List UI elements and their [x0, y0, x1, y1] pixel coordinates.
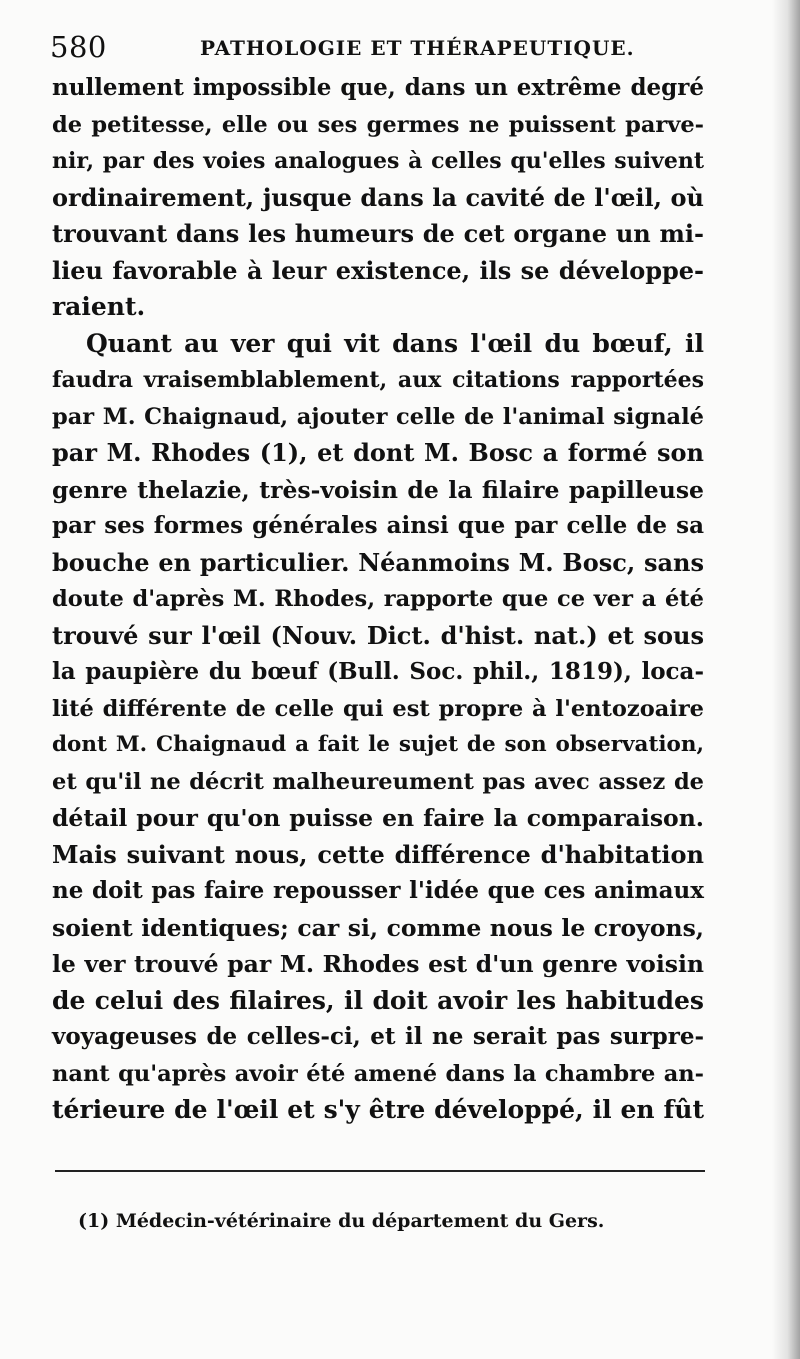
text-line: faudra vraisemblablement, aux citations rapportées — [52, 367, 704, 393]
text-line: lité différente de celle qui est propre à l'entozoaire — [52, 695, 704, 722]
body-text — [52, 70, 704, 1129]
text-line: nullement impossible que, dans un extrême degré — [52, 74, 704, 101]
text-line: térieure de l'œil et s'y être développé, il en fût — [52, 1095, 704, 1124]
text-line: par M. Chaignaud, ajouter celle de l'animal signalé — [52, 403, 704, 430]
page-header — [50, 30, 710, 70]
text-line: lieu favorable à leur existence, ils se développe- — [52, 255, 704, 285]
text-line: le ver trouvé par M. Rhodes est d'un genre voisin — [52, 950, 704, 978]
text-line: raient. — [52, 292, 146, 321]
text-line: de celui des filaires, il doit avoir les habitudes — [52, 985, 704, 1015]
text-line: genre thelazie, très-voisin de la filaire papilleuse — [52, 475, 704, 504]
text-line: bouche en particulier. Néanmoins M. Bosc, sans — [52, 547, 704, 577]
text-line: doute d'après M. Rhodes, rapporte que ce ver a été — [52, 586, 704, 612]
text-line: ne doit pas faire repousser l'idée que ces animaux — [52, 877, 704, 904]
page-edge-shadow — [772, 0, 800, 1359]
text-line: voyageuses de celles-ci, et il ne serait pas surpre- — [52, 1023, 704, 1050]
text-line: ordinairement, jusque dans la cavité de l'œil, où — [52, 182, 704, 212]
text-line: par M. Rhodes (1), et dont M. Bosc a formé son — [52, 438, 704, 467]
running-head: PATHOLOGIE ET THÉRAPEUTIQUE. — [200, 36, 635, 60]
text-line: nir, par des voies analogues à celles qu'elles suivent — [52, 148, 704, 174]
text-line: Mais suivant nous, cette différence d'habitation — [52, 839, 704, 869]
text-line: détail pour qu'on puisse en faire la comparaison. — [52, 804, 704, 832]
text-line: nant qu'après avoir été amené dans la chambre an- — [52, 1060, 704, 1087]
paragraph-first-line: Quant au ver qui vit dans l'œil du bœuf, il — [86, 328, 704, 358]
page-number: 580 — [50, 30, 107, 64]
text-line: trouvant dans les humeurs de cet organe un mi- — [52, 219, 704, 248]
footnote-rule — [55, 1170, 705, 1172]
text-line: soient identiques; car si, comme nous le croyons, — [52, 913, 704, 942]
text-line: dont M. Chaignaud a fait le sujet de son observation, — [52, 732, 704, 757]
text-line: et qu'il ne décrit malheureument pas avec assez de — [52, 768, 704, 795]
text-line: la paupière du bœuf (Bull. Soc. phil., 1819), loca- — [52, 658, 704, 685]
text-line: par ses formes générales ainsi que par celle de sa — [52, 512, 704, 539]
footnote: (1) Médecin-vétérinaire du département du Gers. — [78, 1210, 605, 1232]
text-line: de petitesse, elle ou ses germes ne puissent parve- — [52, 111, 704, 138]
text-line: trouvé sur l'œil (Nouv. Dict. d'hist. nat.) et sous — [52, 620, 704, 650]
